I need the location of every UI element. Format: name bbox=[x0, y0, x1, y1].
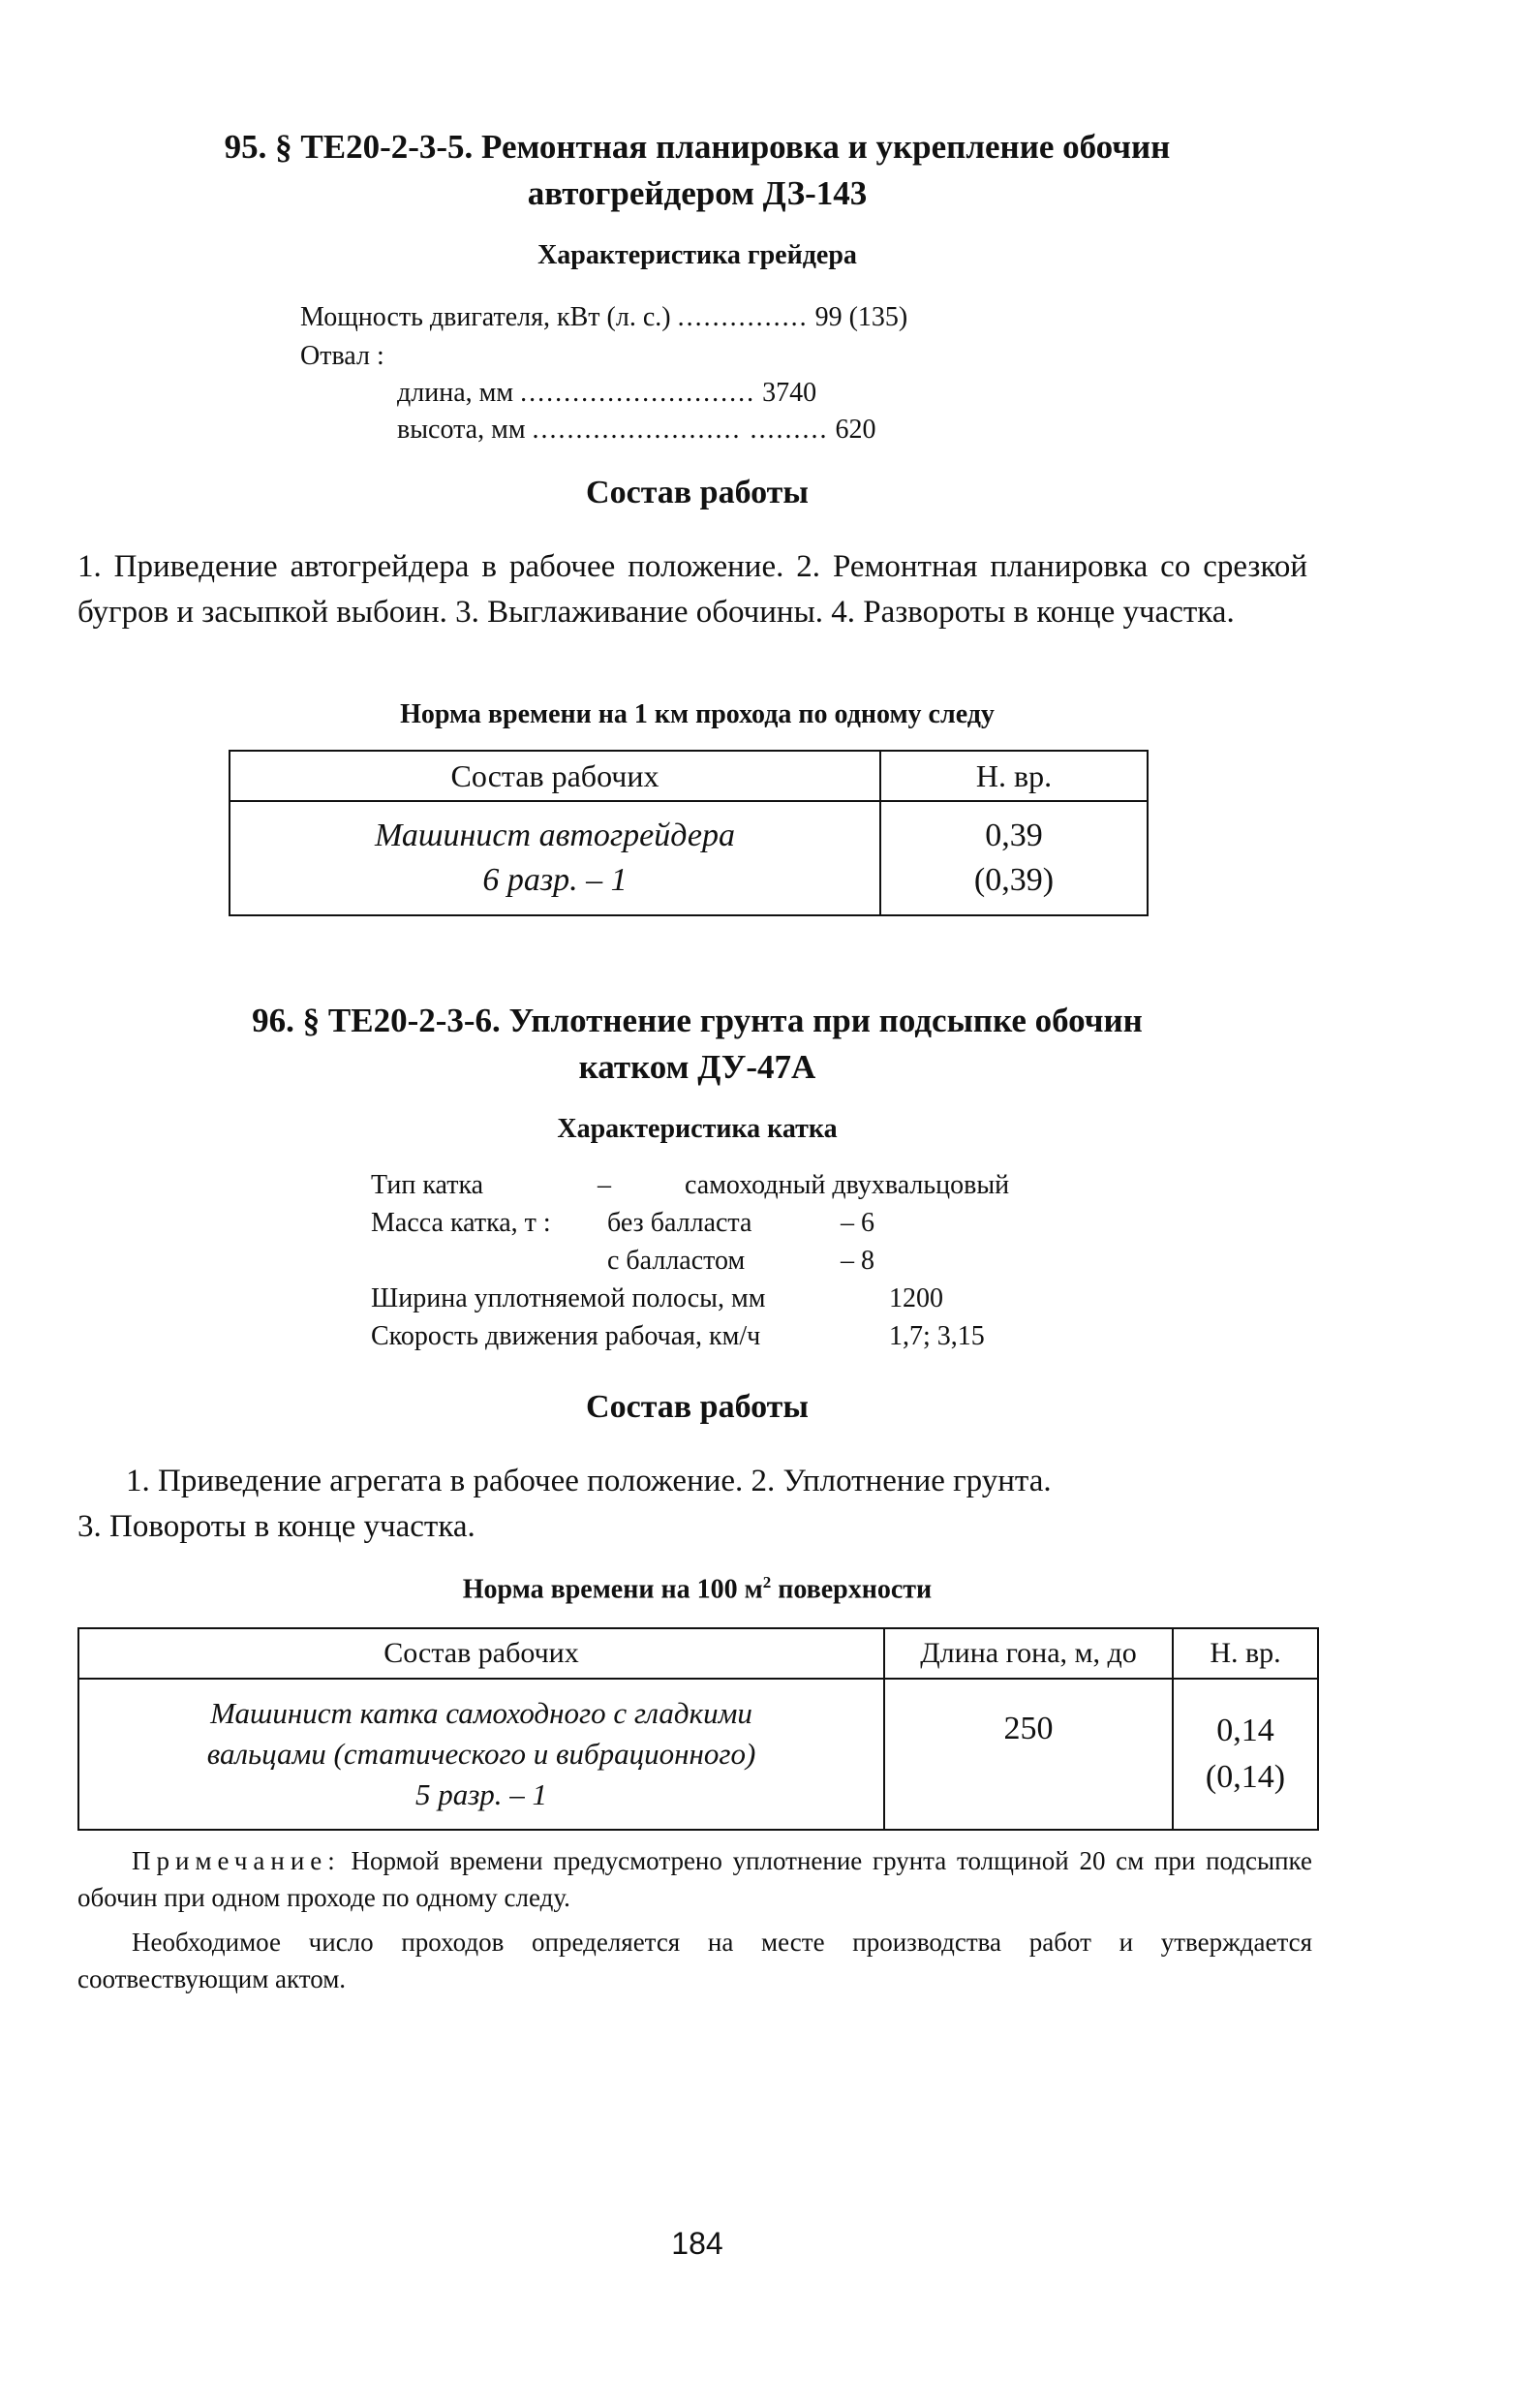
note-text: Нормой времени предусмотрено уплотнение грунта толщиной 20 см при подсыпке обочин при одном проходе по одному следу. bbox=[77, 1846, 1312, 1912]
spec-mass-no-ballast: без балласта bbox=[607, 1208, 752, 1238]
spec-power-label: Мощность двигателя, кВт (л. с.) bbox=[300, 302, 671, 332]
spec-power-dots: ............... bbox=[677, 302, 809, 332]
spec-type-dash: – bbox=[598, 1170, 611, 1200]
spec-height-value: 620 bbox=[835, 415, 876, 445]
note-label: Примечание: bbox=[132, 1846, 341, 1875]
roller-char-title: Характеристика катка bbox=[557, 1114, 838, 1144]
work-title-95: Состав работы bbox=[586, 475, 809, 510]
work-text-95: 1. Приведение автогрейдера в рабочее положение. 2. Ремонтная планировка со срезкой бугров и засыпкой выбоин. 3. Выглаживание обочины. 4. Развороты в конце участка. bbox=[77, 549, 1307, 630]
norm-title-96 bbox=[213, 1573, 1181, 1605]
norm-title-96-sup: 2 bbox=[762, 1573, 772, 1591]
spec-mass-no-ballast-value: – 6 bbox=[841, 1208, 874, 1238]
note2-96 bbox=[77, 1924, 1312, 1997]
table96-value-line1: 0,14 bbox=[1216, 1713, 1274, 1748]
section-95-title-line1: 95. § ТЕ20-2-3-5. Ремонтная планировка и укрепление обочин bbox=[224, 128, 1171, 166]
spec-mass-ballast-value: – 8 bbox=[841, 1246, 874, 1276]
table96-header-norm: Н. вр. bbox=[1173, 1628, 1318, 1679]
table95-worker-line2: 6 разр. – 1 bbox=[482, 862, 628, 898]
table96-worker-line1: Машинист катка самоходного с гладкими bbox=[210, 1696, 752, 1730]
work-text-96-line2: 3. Повороты в конце участка. bbox=[77, 1509, 475, 1544]
note2-text: Необходимое число проходов определяется на месте производства работ и утверждается соотвествующим актом. bbox=[77, 1928, 1312, 1993]
table96-cell-value bbox=[1173, 1679, 1318, 1830]
table95-header-workers: Состав рабочих bbox=[230, 751, 880, 801]
spec-speed-value: 1,7; 3,15 bbox=[889, 1321, 985, 1351]
section-95-title bbox=[116, 124, 1278, 217]
spec-width-value: 1200 bbox=[889, 1283, 943, 1313]
spec-type-value: самоходный двухвальцовый bbox=[685, 1170, 1010, 1200]
table96-length-value: 250 bbox=[1003, 1711, 1054, 1746]
norm-title-96-post: поверхности bbox=[771, 1574, 933, 1605]
table96-worker-line2: вальцами (статического и вибрационного) bbox=[206, 1737, 756, 1771]
note-96 bbox=[77, 1842, 1312, 1916]
table95-header-norm: Н. вр. bbox=[880, 751, 1148, 801]
spec-blade-label: Отвал : bbox=[300, 341, 384, 371]
table95-cell-worker bbox=[230, 801, 880, 915]
section-96-title bbox=[116, 998, 1278, 1091]
spec-height-label: высота, мм bbox=[397, 415, 526, 445]
work-title-96: Состав работы bbox=[586, 1389, 809, 1425]
spec-height-row bbox=[397, 411, 876, 449]
table95-worker-line1: Машинист автогрейдера bbox=[375, 818, 735, 853]
table96-header-length: Длина гона, м, до bbox=[884, 1628, 1173, 1679]
section-96-title-line2: катком ДУ-47А bbox=[578, 1048, 816, 1086]
page-number: 184 bbox=[671, 2226, 723, 2261]
norm-title-96-pre: Норма времени на 100 м bbox=[462, 1574, 763, 1605]
table95-value-line1: 0,39 bbox=[985, 818, 1043, 853]
norm-title-95: Норма времени на 1 км прохода по одному следу bbox=[400, 699, 995, 729]
work-text-96 bbox=[77, 1459, 1327, 1550]
norm-table-95 bbox=[229, 750, 1149, 916]
section-96-title-line1: 96. § ТЕ20-2-3-6. Уплотнение грунта при подсыпке обочин bbox=[252, 1002, 1143, 1039]
spec-power-row bbox=[300, 298, 907, 337]
table96-worker-line3: 5 разр. – 1 bbox=[414, 1777, 548, 1811]
spec-length-dots: ........................... bbox=[520, 378, 756, 408]
table96-cell-length bbox=[884, 1679, 1173, 1830]
spec-mass-ballast: с балластом bbox=[607, 1246, 746, 1276]
spec-type-label: Тип катка bbox=[371, 1170, 484, 1200]
table96-cell-worker bbox=[78, 1679, 884, 1830]
spec-height-dots: ........................ ......... bbox=[532, 415, 829, 445]
section-95-title-line2: автогрейдером ДЗ-143 bbox=[527, 174, 868, 212]
spec-length-label: длина, мм bbox=[397, 378, 514, 408]
norm-table-96 bbox=[77, 1627, 1319, 1831]
spec-mass-label: Масса катка, т : bbox=[371, 1208, 551, 1238]
table95-cell-value bbox=[880, 801, 1148, 915]
spec-length-row bbox=[397, 374, 816, 413]
spec-speed-label: Скорость движения рабочая, км/ч bbox=[371, 1321, 761, 1351]
spec-width-label: Ширина уплотняемой полосы, мм bbox=[371, 1283, 766, 1313]
work-text-96-line1: 1. Приведение агрегата в рабочее положение. 2. Уплотнение грунта. bbox=[126, 1464, 1052, 1498]
table96-header-workers: Состав рабочих bbox=[78, 1628, 884, 1679]
spec-power-value: 99 (135) bbox=[814, 302, 908, 332]
spec-length-value: 3740 bbox=[762, 378, 817, 408]
table95-value-line2: (0,39) bbox=[973, 862, 1055, 898]
grader-char-title: Характеристика грейдера bbox=[537, 240, 857, 270]
table96-value-line2: (0,14) bbox=[1205, 1759, 1286, 1795]
